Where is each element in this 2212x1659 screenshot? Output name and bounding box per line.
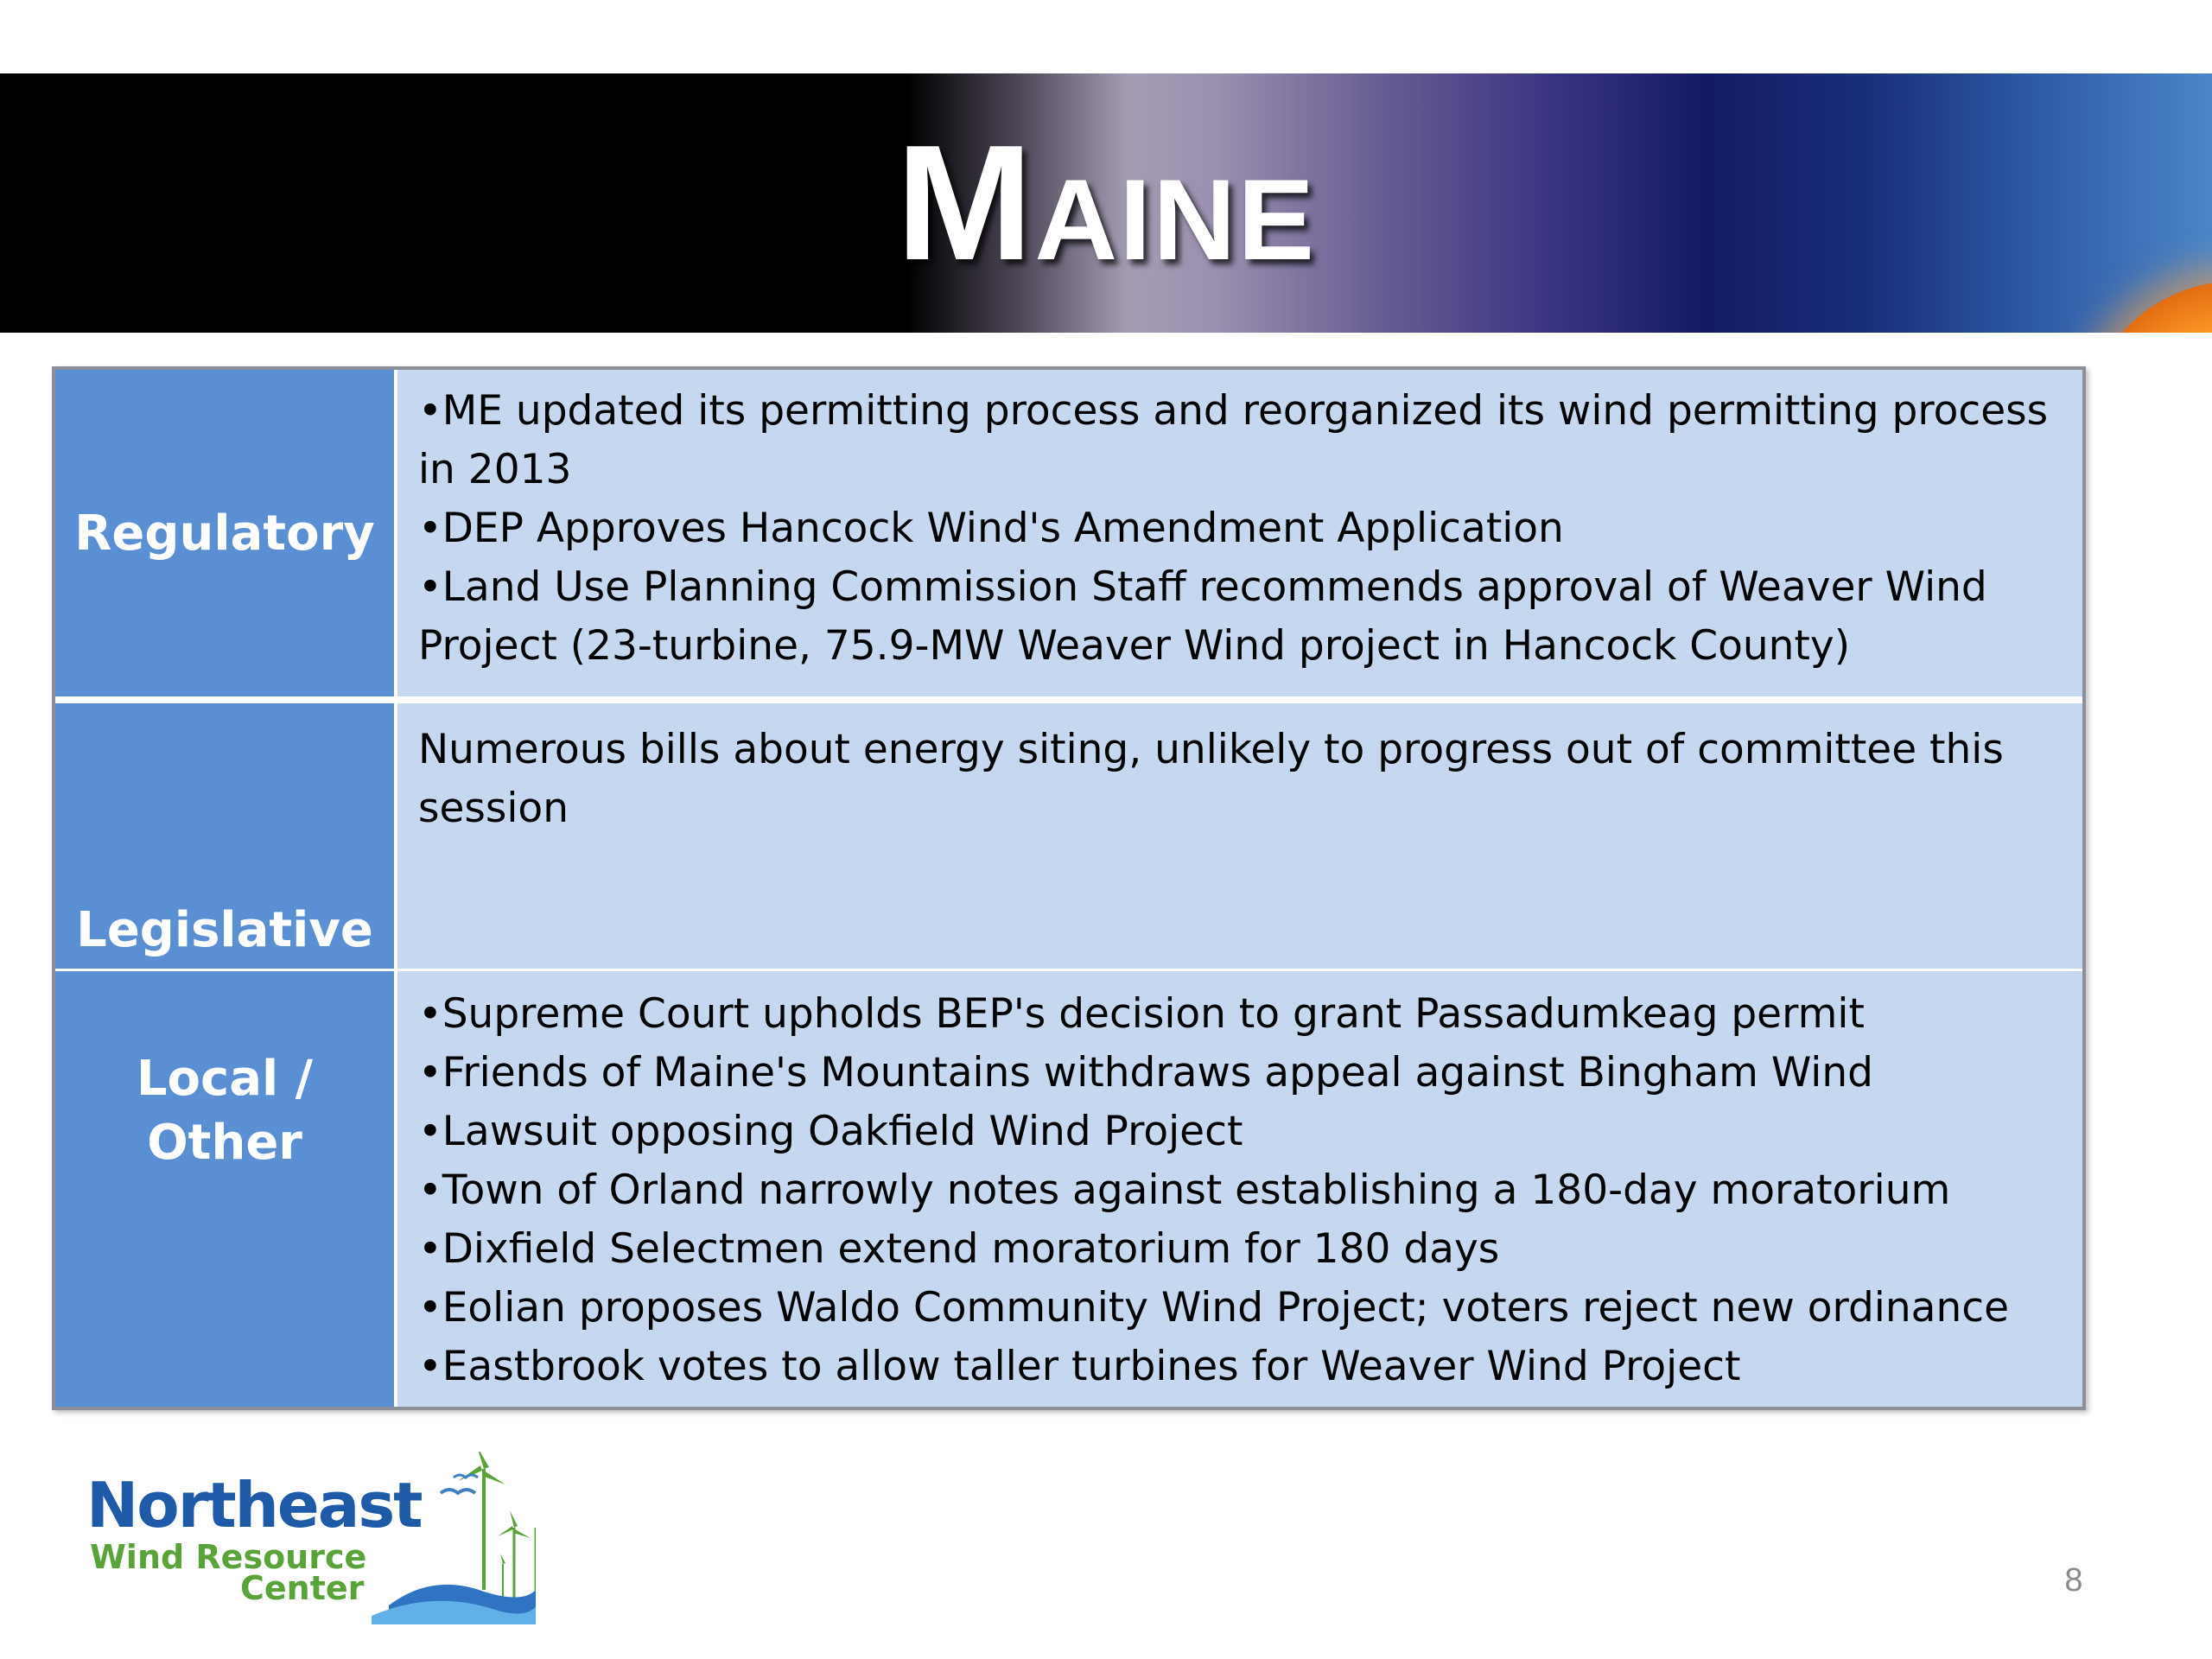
list-item: •Dixfield Selectmen extend moratorium for 180 days xyxy=(418,1224,1500,1273)
logo-text-wind-resource: Wind Resource xyxy=(90,1538,367,1576)
logo-text-center: Center xyxy=(240,1569,365,1607)
row-label-line: Local / xyxy=(136,1050,314,1107)
list-item: •DEP Approves Hancock Wind's Amendment Application xyxy=(418,505,1564,552)
table-row-regulatory xyxy=(55,370,2082,700)
list-item: •Lawsuit opposing Oakfield Wind Project xyxy=(418,1107,1243,1155)
northeast-wind-logo xyxy=(86,1452,536,1624)
row-label-local-other xyxy=(55,969,396,1407)
wind-turbines-waves-logo-icon xyxy=(337,1452,536,1624)
page-number: 8 xyxy=(2064,1562,2083,1599)
list-item: •Eastbrook votes to allow taller turbines for Weaver Wind Project xyxy=(418,1342,1741,1390)
row-content-legislative xyxy=(396,700,2082,969)
list-item: •Eolian proposes Waldo Community Wind Project; voters reject new ordinance xyxy=(418,1283,2009,1332)
list-item: •ME updated its permitting process and reorganized its wind permitting process in 2013 xyxy=(418,387,2049,493)
table-row-local-other xyxy=(55,969,2082,1407)
list-item: Numerous bills about energy siting, unlikely to progress out of committee this session xyxy=(418,726,2004,832)
logo-text-northeast: Northeast xyxy=(86,1469,422,1541)
maine-status-table xyxy=(52,366,2086,1410)
table-row-legislative xyxy=(55,700,2082,969)
status-table xyxy=(55,370,2082,1407)
row-label-legislative: Legislative xyxy=(55,700,396,969)
list-item: •Supreme Court upholds BEP's decision to grant Passadumkeag permit xyxy=(418,989,1865,1038)
row-label-regulatory: Regulatory xyxy=(55,370,396,700)
title-banner xyxy=(0,73,2212,333)
row-content-local-other xyxy=(396,969,2082,1407)
slide-title: Maine xyxy=(895,111,1317,295)
list-item: •Town of Orland narrowly notes against establishing a 180-day moratorium xyxy=(418,1166,1951,1214)
list-item: •Friends of Maine's Mountains withdraws appeal against Bingham Wind xyxy=(418,1048,1873,1096)
row-label-line: Other xyxy=(147,1114,302,1171)
row-content-regulatory xyxy=(396,370,2082,700)
list-item: •Land Use Planning Commission Staff recommends approval of Weaver Wind Project (23-turbine, 75.9-MW Weaver Wind project in Hancock County) xyxy=(418,563,1987,670)
